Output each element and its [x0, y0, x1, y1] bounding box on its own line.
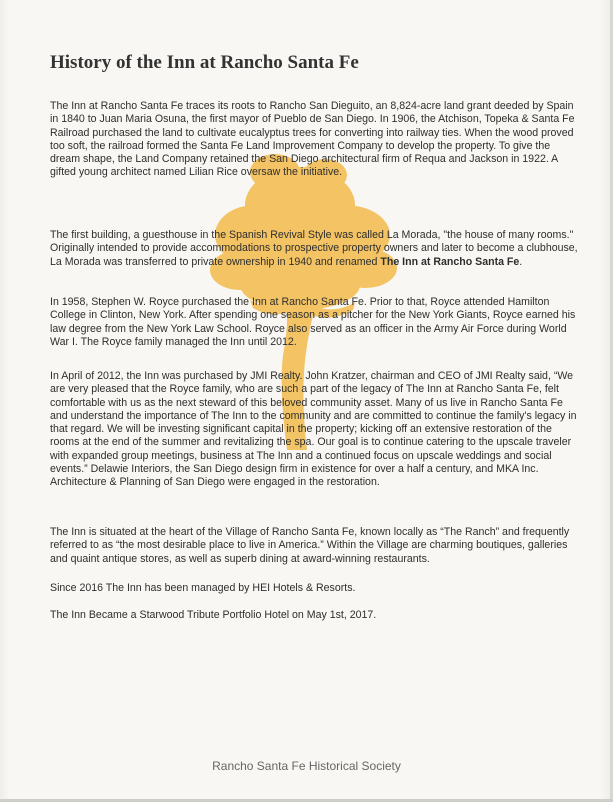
paragraph-village: The Inn is situated at the heart of the Village of Rancho Santa Fe, known locally as “The Ranch” and frequently referred to as “the most desirable place to live in America.” Within the Village are charming boutiques, galleries and quaint antique stores, as well as superb dining at award-winning restaurants. — [50, 526, 570, 565]
paragraph-end-period: . — [519, 255, 523, 268]
inn-name-bold: The Inn at Rancho Santa Fe — [380, 255, 520, 268]
page-title: History of the Inn at Rancho Santa Fe — [50, 52, 359, 73]
paragraph-first-building-text: The first building, a guesthouse in the Spanish Revival Style was called La Morada, "the house of many rooms." Originally intended to provide accommodations to prospective property owners and later to become a clubhouse, La Morada was transferred to private ownership in 1940 and renamed — [50, 229, 578, 268]
paragraph-royce: In 1958, Stephen W. Royce purchased the Inn at Rancho Santa Fe. Prior to that, Royce attended Hamilton College in Clinton, New York. After spending one season as a pitcher for the New York Giants, Royce earned his law degree from the New York Law School. Royce also served as an officer in the Army Air Force during World War I. The Royce family managed the Inn until 2012. — [50, 296, 576, 348]
paragraph-starwood: The Inn Became a Starwood Tribute Portfolio Hotel on May 1st, 2017. — [50, 609, 377, 621]
paragraph-jmi-realty: In April of 2012, the Inn was purchased by JMI Realty. John Kratzer, chairman and CEO of JMI Realty said, “We are very pleased that the Royce family, who are such a part of the legacy of The Inn at Rancho Santa Fe, felt comfortable with us as the next steward of this beloved community asset. Many of us live in Rancho Santa Fe and understand the importance of The Inn to the community and are committed to continue the family's legacy in that regard. We will be investing significant capital in the property; kicking off an extensive restoration of the rooms at the end of the summer and revitalizing the spa. Our goal is to continue catering to the upscale traveler with expanded group meetings, business at The Inn and a continued focus on upscale weddings and social events.” Delawie Interiors, the San Diego design firm in existence for over a half a century, and MKA Inc. Architecture & Planning of San Diego were engaged in the restoration. — [50, 370, 577, 489]
paragraph-origins: The Inn at Rancho Santa Fe traces its roots to Rancho San Dieguito, an 8,824-acre land grant deeded by Spain in 1840 to Juan Maria Osuna, the first mayor of Pueblo de San Diego. In 1906, the Atchison, Topeka & Santa Fe Railroad purchased the land to cultivate eucalyptus trees for converting into railway ties. When the wood proved too soft, the railroad formed the Santa Fe Land Improvement Company to develop the property. To give the dream shape, the Land Company retained the San Diego architectural firm of Requa and Jackson in 1922. A gifted young architect named Lilian Rice oversaw the initiative. — [50, 100, 575, 179]
footer-society-name: Rancho Santa Fe Historical Society — [212, 759, 401, 773]
paragraph-first-building — [50, 229, 580, 269]
paragraph-hei-hotels: Since 2016 The Inn has been managed by HEI Hotels & Resorts. — [50, 582, 356, 594]
